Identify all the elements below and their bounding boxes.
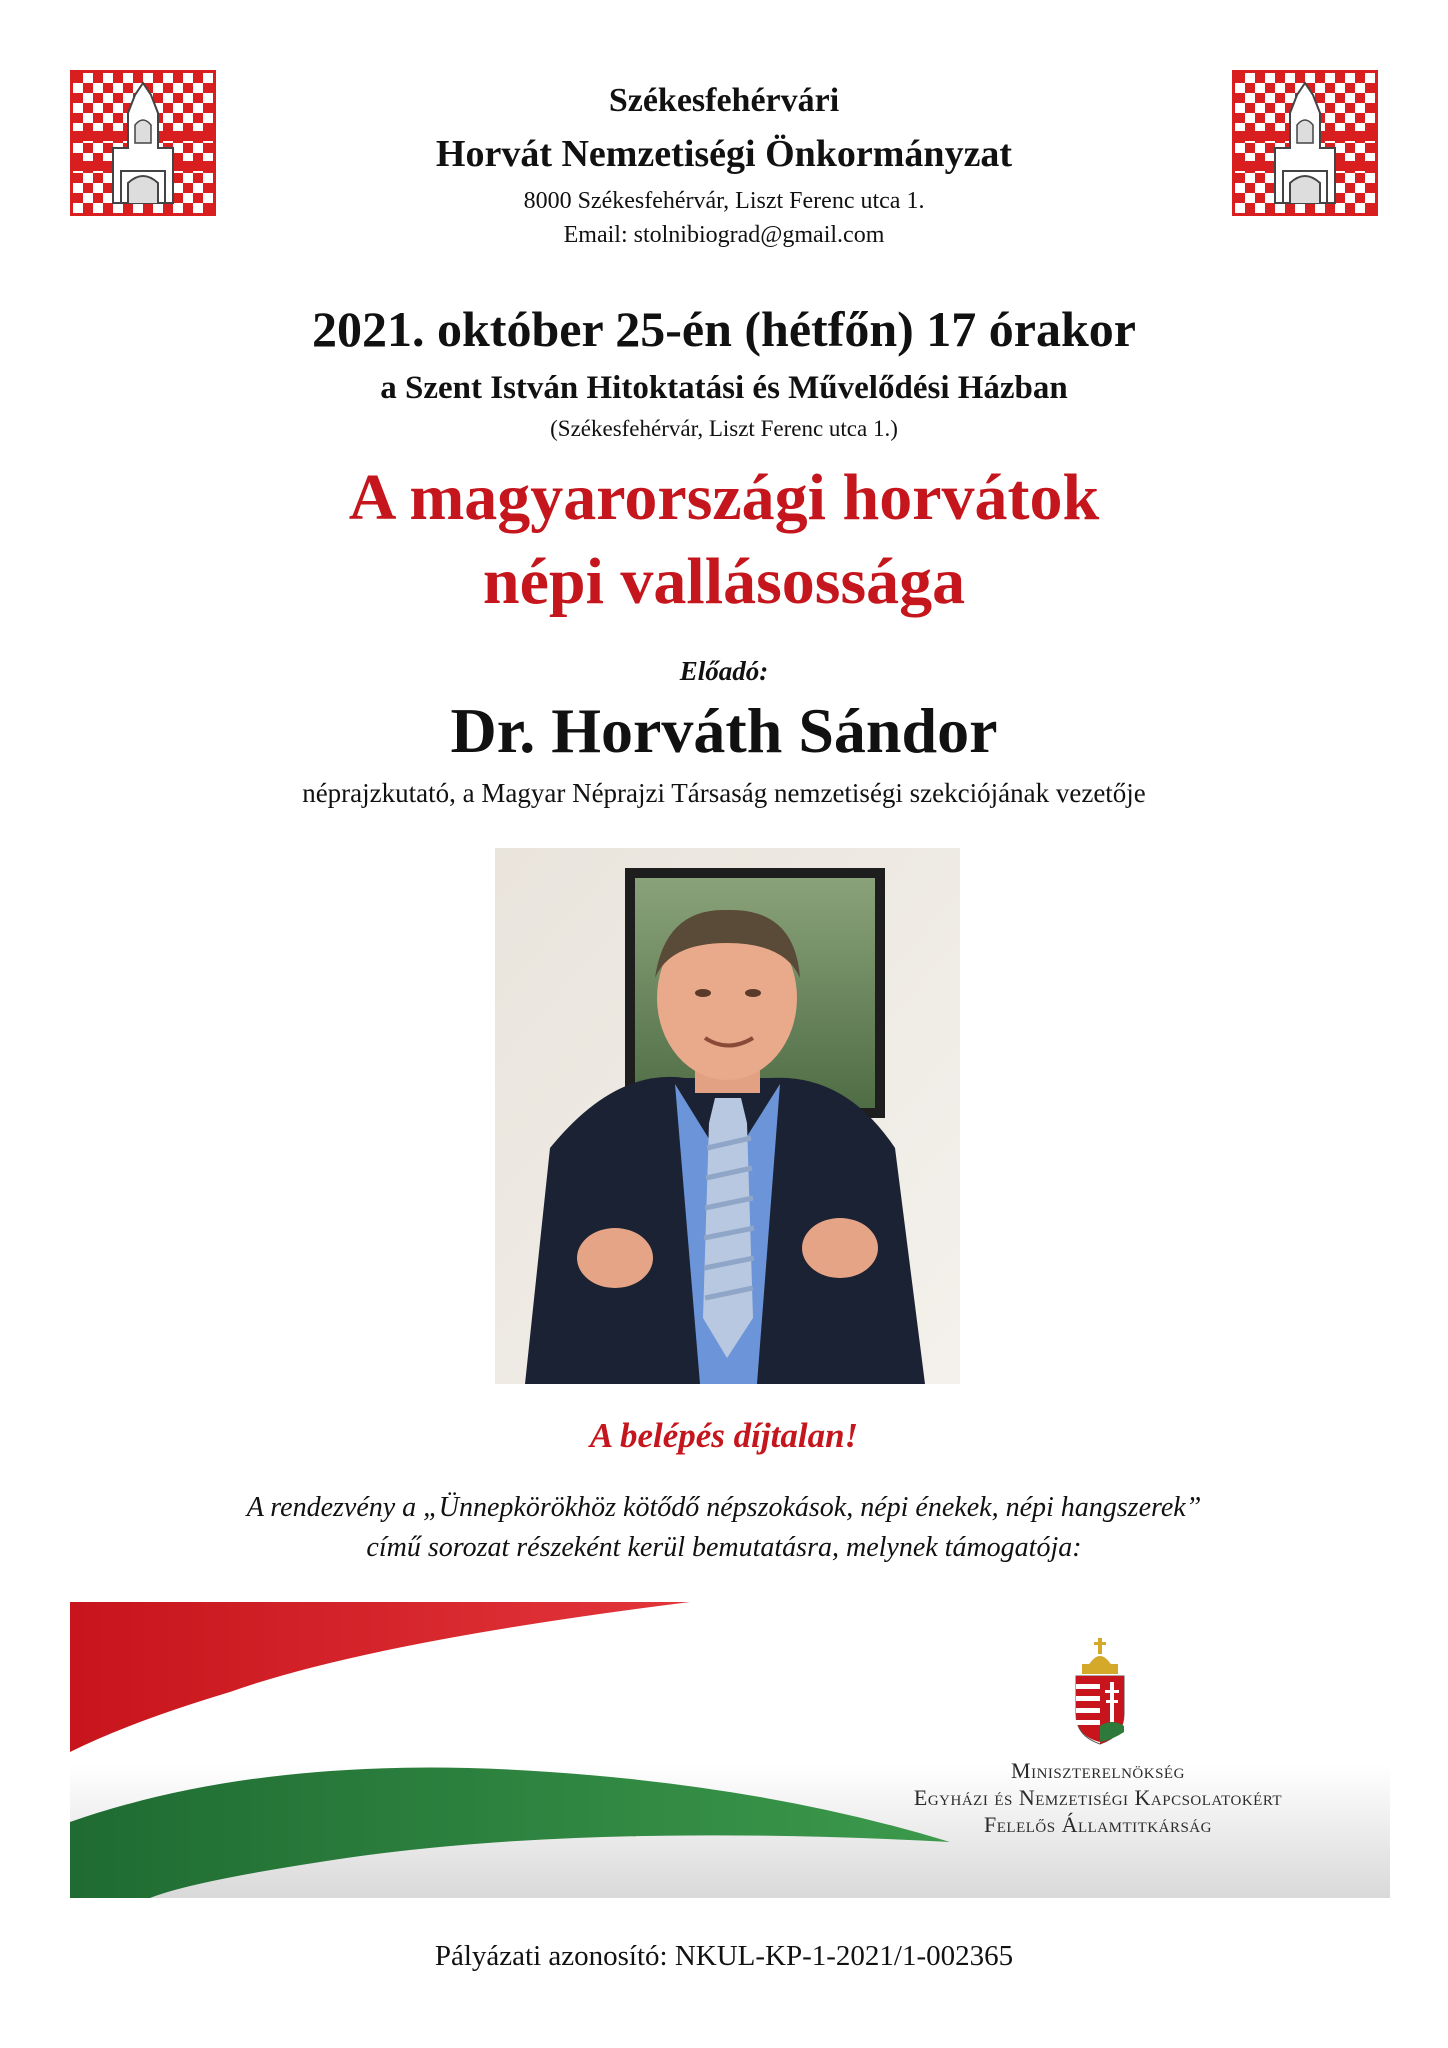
event-title-line2: népi vallásossága	[482, 545, 966, 618]
grant-id: Pályázati azonosító: NKUL-KP-1-2021/1-002365	[434, 1940, 1014, 1972]
ministry-text	[838, 1757, 1358, 1838]
org-email: Email: stolnibiograd@gmail.com	[563, 222, 885, 248]
series-line2: című sorozat részeként kerül bemutatásra, melynek támogatója:	[366, 1532, 1082, 1563]
ministry-line2: Egyházi és Nemzetiségi Kapcsolatokért	[913, 1785, 1283, 1810]
org-address: 8000 Székesfehérvár, Liszt Ferenc utca 1.	[523, 188, 925, 214]
lecturer-role: néprajzkutató, a Magyar Néprajzi Társaság nemzetiségi szekciójának vezetője	[302, 778, 1146, 808]
sponsor-banner	[70, 1602, 1390, 1898]
free-entry-notice: A belépés díjtalan!	[589, 1416, 859, 1455]
series-line1: A rendezvény a „Ünnepkörökhöz kötődő népszokások, népi énekek, népi hangszerek”	[246, 1492, 1202, 1523]
ministry-line1: Miniszterelnökség	[1011, 1758, 1185, 1783]
event-title-line1: A magyarországi horvátok	[348, 461, 1100, 534]
lecturer-photo	[495, 848, 960, 1384]
lecturer-label: Előadó:	[679, 656, 769, 686]
event-venue: a Szent István Hitoktatási és Művelődési Házban	[380, 370, 1068, 406]
lecturer-name: Dr. Horváth Sándor	[450, 695, 998, 766]
ministry-line3: Felelős Államtitkárság	[984, 1812, 1212, 1837]
org-name-line2: Horvát Nemzetiségi Önkormányzat	[435, 133, 1013, 175]
hungarian-crest-icon	[1068, 1636, 1132, 1746]
event-venue-address: (Székesfehérvár, Liszt Ferenc utca 1.)	[550, 416, 898, 441]
org-name-line1: Székesfehérvári	[608, 82, 840, 119]
event-date: 2021. október 25-én (hétfőn) 17 órakor	[312, 301, 1136, 357]
